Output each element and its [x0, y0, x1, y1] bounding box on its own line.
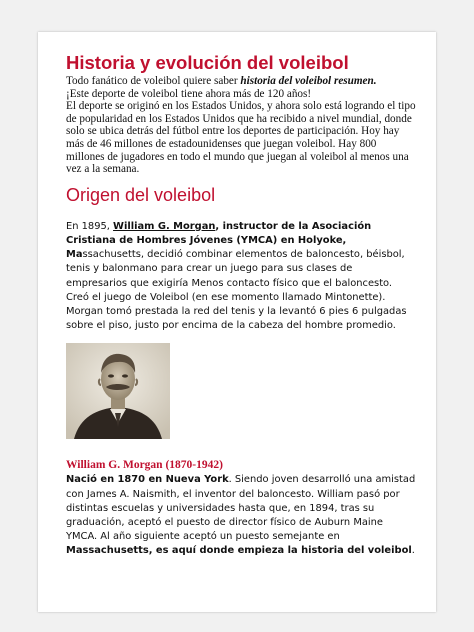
intro-block	[66, 75, 416, 176]
origin-block	[66, 220, 416, 334]
origin-paragraph-2: Creó el juego de Voleibol (en ese momento llamado Mintonette). Morgan tomó prestada la red del tenis y la levantó 6 pies 6 pulgadas sobre el piso, justo por encima de la cabeza del hombre promedio.	[66, 291, 407, 332]
intro-emphasis: historia del voleibol resumen.	[240, 75, 377, 87]
bio-paragraph	[66, 473, 416, 558]
intro-line	[66, 75, 416, 88]
bio-born: Nació en 1870 en Nueva York	[66, 474, 229, 486]
origin-title: Origen del voleibol	[66, 184, 216, 205]
main-title: Historia y evolución del voleibol	[66, 52, 349, 73]
bio-end: , es aquí donde empieza la historia del voleibol	[148, 545, 412, 557]
bio-block	[66, 473, 416, 558]
page-content	[66, 52, 416, 559]
portrait-caption: William G. Morgan (1870-1942)	[66, 459, 223, 472]
morgan-portrait-image	[66, 343, 170, 439]
bio-mass: Massachusetts	[66, 545, 149, 557]
bio-text: . Siendo joven desarrolló una amistad con James A. Naismith, el inventor del baloncesto. William pasó por distintas escuelas y universidades hasta que, en 1894, tras su graduación, aceptó el puesto de director físico de Auburn Maine YMCA. Al año siguiente aceptó un puesto semejante en	[66, 474, 416, 543]
p1-bold: , instructor de la Asociación Cristiana de Hombres Jóvenes (YMCA) en Holyoke, Ma	[66, 220, 372, 261]
origin-paragraph: El deporte se originó en los Estados Unidos, y ahora solo está logrando el tipo de popularidad en los Estados Unidos que ha recibido a nivel mundial, donde solo se ubica detrás del fútbol entre los deportes de participación. Hoy hay más de 46 millones de estadounidenses que juegan voleibol. Hay 800 millones de jugadores en todo el mundo que juegan al voleibol al menos una vez a la semana.	[66, 100, 416, 176]
p1-rest: ssachusetts, decidió combinar elementos de baloncesto, béisbol, tenis y balonmano para crear un juego para sus clases de empresarios que exigiría Menos contacto físico que el baloncesto.	[66, 249, 405, 289]
bio-period: .	[411, 545, 415, 557]
portrait-photo-icon	[66, 343, 170, 439]
p1-prefix: En 1895,	[66, 220, 114, 232]
origin-paragraph-1	[66, 220, 416, 291]
intro-prefix: Todo fanático de voleibol quiere saber	[66, 75, 241, 87]
age-line: ¡Este deporte de voleibol tiene ahora más de 120 años!	[66, 87, 312, 100]
morgan-name-link[interactable]: William G. Morgan	[113, 220, 216, 232]
document-page	[38, 32, 436, 612]
